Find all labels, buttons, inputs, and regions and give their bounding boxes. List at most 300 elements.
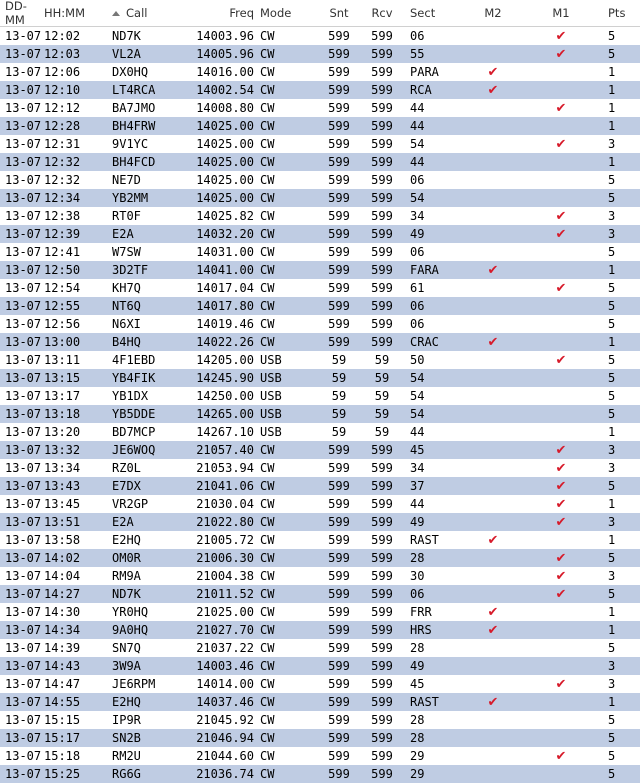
cell-mode: CW <box>260 497 275 511</box>
cell-snt: 599 <box>328 83 350 97</box>
cell-call: RT0F <box>112 209 141 223</box>
column-header-row <box>0 0 640 27</box>
column-header-date[interactable]: DD-MM <box>5 0 27 27</box>
cell-rcv: 59 <box>374 353 390 367</box>
cell-freq: 21041.06 <box>196 479 254 493</box>
cell-time: 12:56 <box>44 317 81 331</box>
cell-snt: 59 <box>331 371 347 385</box>
checkmark-icon: ✔ <box>555 442 567 458</box>
cell-snt: 599 <box>328 749 350 763</box>
cell-mode: CW <box>260 227 275 241</box>
column-header-time[interactable]: HH:MM <box>44 6 86 20</box>
cell-freq: 21046.94 <box>196 731 254 745</box>
cell-rcv: 599 <box>371 533 393 547</box>
table-row[interactable] <box>0 171 640 189</box>
checkmark-icon: ✔ <box>555 208 567 224</box>
cell-mode: CW <box>260 659 275 673</box>
cell-time: 14:02 <box>44 551 81 565</box>
cell-freq: 21022.80 <box>196 515 254 529</box>
table-row[interactable] <box>0 315 640 333</box>
cell-date: 13-07 <box>5 317 42 331</box>
cell-mode: CW <box>260 101 275 115</box>
cell-snt: 599 <box>328 47 350 61</box>
checkmark-icon: ✔ <box>555 352 567 368</box>
cell-pts: 1 <box>608 119 616 133</box>
cell-date: 13-07 <box>5 515 42 529</box>
cell-mode: USB <box>260 389 282 403</box>
cell-call: W7SW <box>112 245 141 259</box>
cell-mode: CW <box>260 731 275 745</box>
cell-snt: 599 <box>328 641 350 655</box>
cell-date: 13-07 <box>5 101 42 115</box>
log-rows <box>0 27 640 783</box>
cell-call: RM2U <box>112 749 141 763</box>
cell-pts: 5 <box>608 389 616 403</box>
cell-date: 13-07 <box>5 497 42 511</box>
cell-mode: CW <box>260 245 275 259</box>
cell-time: 12:50 <box>44 263 81 277</box>
cell-pts: 5 <box>608 353 616 367</box>
table-row[interactable] <box>0 729 640 747</box>
table-row[interactable] <box>0 189 640 207</box>
cell-sect: 06 <box>410 245 425 259</box>
checkmark-icon: ✔ <box>555 586 567 602</box>
table-row[interactable] <box>0 153 640 171</box>
table-row[interactable] <box>0 765 640 783</box>
cell-rcv: 599 <box>371 749 393 763</box>
cell-date: 13-07 <box>5 461 42 475</box>
table-row[interactable] <box>0 495 640 513</box>
cell-m1 <box>518 47 604 62</box>
cell-mode: CW <box>260 209 275 223</box>
cell-snt: 599 <box>328 335 350 349</box>
cell-pts: 1 <box>608 425 616 439</box>
cell-sect: 06 <box>410 317 425 331</box>
cell-freq: 14003.46 <box>196 659 254 673</box>
cell-date: 13-07 <box>5 353 42 367</box>
cell-freq: 21030.04 <box>196 497 254 511</box>
cell-date: 13-07 <box>5 191 42 205</box>
table-row[interactable] <box>0 279 640 297</box>
cell-call: OM0R <box>112 551 141 565</box>
table-row[interactable] <box>0 81 640 99</box>
cell-mode: CW <box>260 155 275 169</box>
table-row[interactable] <box>0 531 640 549</box>
cell-m1 <box>518 209 604 224</box>
cell-time: 13:58 <box>44 533 81 547</box>
column-header-m1[interactable]: M1 <box>552 6 570 20</box>
cell-pts: 3 <box>608 659 616 673</box>
cell-m1 <box>518 587 604 602</box>
cell-call: NT6Q <box>112 299 141 313</box>
table-row[interactable] <box>0 477 640 495</box>
checkmark-icon: ✔ <box>487 64 499 80</box>
cell-rcv: 599 <box>371 173 393 187</box>
cell-snt: 599 <box>328 479 350 493</box>
cell-rcv: 599 <box>371 767 393 781</box>
column-header-snt[interactable]: Snt <box>329 6 349 20</box>
cell-rcv: 599 <box>371 569 393 583</box>
cell-rcv: 599 <box>371 479 393 493</box>
cell-date: 13-07 <box>5 209 42 223</box>
table-row[interactable] <box>0 621 640 639</box>
cell-rcv: 599 <box>371 551 393 565</box>
cell-snt: 599 <box>328 677 350 691</box>
cell-date: 13-07 <box>5 623 42 637</box>
cell-mode: USB <box>260 353 282 367</box>
table-row[interactable] <box>0 99 640 117</box>
cell-sect: 28 <box>410 551 425 565</box>
table-row[interactable] <box>0 639 640 657</box>
cell-m2 <box>468 65 518 80</box>
cell-mode: CW <box>260 173 275 187</box>
table-row[interactable] <box>0 243 640 261</box>
cell-snt: 599 <box>328 119 350 133</box>
table-row[interactable] <box>0 387 640 405</box>
cell-mode: CW <box>260 587 275 601</box>
cell-time: 14:43 <box>44 659 81 673</box>
cell-time: 15:15 <box>44 713 81 727</box>
cell-rcv: 599 <box>371 731 393 745</box>
cell-mode: CW <box>260 515 275 529</box>
cell-freq: 21011.52 <box>196 587 254 601</box>
column-header-call[interactable] <box>106 6 192 20</box>
cell-mode: CW <box>260 479 275 493</box>
checkmark-icon: ✔ <box>487 622 499 638</box>
cell-mode: CW <box>260 695 275 709</box>
cell-mode: CW <box>260 263 275 277</box>
cell-date: 13-07 <box>5 443 42 457</box>
cell-call: 9A0HQ <box>112 623 149 637</box>
cell-snt: 599 <box>328 101 350 115</box>
cell-date: 13-07 <box>5 713 42 727</box>
cell-snt: 599 <box>328 533 350 547</box>
cell-rcv: 599 <box>371 641 393 655</box>
cell-mode: CW <box>260 137 275 151</box>
cell-call: SN7Q <box>112 641 141 655</box>
table-row[interactable] <box>0 45 640 63</box>
checkmark-icon: ✔ <box>555 280 567 296</box>
cell-call: BD7MCP <box>112 425 156 439</box>
cell-freq: 14003.96 <box>196 29 254 43</box>
cell-call: KH7Q <box>112 281 141 295</box>
cell-call: VL2A <box>112 47 141 61</box>
cell-rcv: 599 <box>371 335 393 349</box>
cell-sect: 45 <box>410 443 425 457</box>
table-row[interactable] <box>0 549 640 567</box>
cell-sect: RCA <box>410 83 432 97</box>
cell-sect: 55 <box>410 47 425 61</box>
cell-freq: 14037.46 <box>196 695 254 709</box>
cell-pts: 1 <box>608 605 616 619</box>
cell-mode: CW <box>260 281 275 295</box>
cell-mode: CW <box>260 749 275 763</box>
cell-mode: CW <box>260 47 275 61</box>
cell-date: 13-07 <box>5 569 42 583</box>
table-row[interactable] <box>0 711 640 729</box>
cell-snt: 599 <box>328 569 350 583</box>
cell-mode: CW <box>260 317 275 331</box>
cell-time: 13:00 <box>44 335 81 349</box>
table-row[interactable] <box>0 27 640 45</box>
cell-pts: 1 <box>608 497 616 511</box>
cell-freq: 14025.00 <box>196 173 254 187</box>
cell-m2 <box>468 695 518 710</box>
cell-call: RG6G <box>112 767 141 781</box>
cell-freq: 14041.00 <box>196 263 254 277</box>
cell-pts: 3 <box>608 515 616 529</box>
cell-snt: 599 <box>328 209 350 223</box>
table-row[interactable] <box>0 423 640 441</box>
cell-time: 12:06 <box>44 65 81 79</box>
cell-pts: 1 <box>608 695 616 709</box>
cell-freq: 14025.00 <box>196 119 254 133</box>
table-row[interactable] <box>0 369 640 387</box>
cell-time: 12:02 <box>44 29 81 43</box>
cell-date: 13-07 <box>5 767 42 781</box>
cell-time: 14:34 <box>44 623 81 637</box>
table-row[interactable] <box>0 225 640 243</box>
cell-rcv: 599 <box>371 119 393 133</box>
cell-date: 13-07 <box>5 587 42 601</box>
cell-pts: 1 <box>608 335 616 349</box>
cell-call: E2HQ <box>112 533 141 547</box>
cell-rcv: 599 <box>371 605 393 619</box>
cell-call: B4HQ <box>112 335 141 349</box>
cell-pts: 5 <box>608 749 616 763</box>
cell-snt: 599 <box>328 515 350 529</box>
cell-freq: 21036.74 <box>196 767 254 781</box>
cell-sect: 44 <box>410 497 425 511</box>
table-row[interactable] <box>0 747 640 765</box>
cell-time: 13:51 <box>44 515 81 529</box>
cell-freq: 21005.72 <box>196 533 254 547</box>
cell-freq: 21053.94 <box>196 461 254 475</box>
cell-freq: 14016.00 <box>196 65 254 79</box>
cell-freq: 14267.10 <box>196 425 254 439</box>
cell-time: 13:34 <box>44 461 81 475</box>
cell-freq: 21025.00 <box>196 605 254 619</box>
cell-time: 12:28 <box>44 119 81 133</box>
cell-call: E2HQ <box>112 695 141 709</box>
cell-time: 14:04 <box>44 569 81 583</box>
checkmark-icon: ✔ <box>555 136 567 152</box>
cell-time: 13:45 <box>44 497 81 511</box>
cell-call: NE7D <box>112 173 141 187</box>
cell-freq: 14265.00 <box>196 407 254 421</box>
checkmark-icon: ✔ <box>555 748 567 764</box>
table-row[interactable] <box>0 603 640 621</box>
column-header-freq[interactable]: Freq <box>229 6 254 20</box>
table-row[interactable] <box>0 657 640 675</box>
cell-freq: 14005.96 <box>196 47 254 61</box>
cell-m1 <box>518 749 604 764</box>
cell-m1 <box>518 353 604 368</box>
cell-date: 13-07 <box>5 281 42 295</box>
cell-sect: 49 <box>410 659 425 673</box>
table-row[interactable] <box>0 297 640 315</box>
cell-pts: 3 <box>608 569 616 583</box>
cell-time: 12:31 <box>44 137 81 151</box>
table-row[interactable] <box>0 261 640 279</box>
cell-sect: 54 <box>410 389 425 403</box>
cell-time: 14:55 <box>44 695 81 709</box>
table-row[interactable] <box>0 513 640 531</box>
cell-sect: 28 <box>410 713 425 727</box>
cell-rcv: 599 <box>371 155 393 169</box>
cell-pts: 1 <box>608 623 616 637</box>
checkmark-icon: ✔ <box>555 496 567 512</box>
cell-time: 15:17 <box>44 731 81 745</box>
cell-date: 13-07 <box>5 137 42 151</box>
cell-snt: 599 <box>328 623 350 637</box>
cell-pts: 5 <box>608 713 616 727</box>
column-header-m2[interactable]: M2 <box>484 6 502 20</box>
cell-time: 13:32 <box>44 443 81 457</box>
cell-date: 13-07 <box>5 659 42 673</box>
cell-time: 13:17 <box>44 389 81 403</box>
cell-time: 12:03 <box>44 47 81 61</box>
cell-date: 13-07 <box>5 677 42 691</box>
table-row[interactable] <box>0 135 640 153</box>
cell-sect: RAST <box>410 533 439 547</box>
cell-time: 14:30 <box>44 605 81 619</box>
cell-m1 <box>518 101 604 116</box>
table-row[interactable] <box>0 567 640 585</box>
cell-freq: 14022.26 <box>196 335 254 349</box>
cell-date: 13-07 <box>5 227 42 241</box>
cell-date: 13-07 <box>5 83 42 97</box>
table-row[interactable] <box>0 63 640 81</box>
table-row[interactable] <box>0 693 640 711</box>
table-row[interactable] <box>0 459 640 477</box>
cell-call: VR2GP <box>112 497 149 511</box>
cell-m1 <box>518 677 604 692</box>
cell-freq: 21004.38 <box>196 569 254 583</box>
cell-pts: 3 <box>608 461 616 475</box>
cell-freq: 14250.00 <box>196 389 254 403</box>
cell-call: YR0HQ <box>112 605 149 619</box>
cell-sect: 44 <box>410 119 425 133</box>
cell-freq: 21057.40 <box>196 443 254 457</box>
cell-rcv: 599 <box>371 227 393 241</box>
table-row[interactable] <box>0 207 640 225</box>
cell-rcv: 599 <box>371 263 393 277</box>
cell-m1 <box>518 497 604 512</box>
cell-pts: 5 <box>608 731 616 745</box>
cell-freq: 21045.92 <box>196 713 254 727</box>
cell-call: YB2MM <box>112 191 149 205</box>
cell-freq: 14017.04 <box>196 281 254 295</box>
cell-call: JE6RPM <box>112 677 156 691</box>
cell-m1 <box>518 461 604 476</box>
cell-time: 12:38 <box>44 209 81 223</box>
cell-sect: 06 <box>410 587 425 601</box>
cell-call: YB1DX <box>112 389 149 403</box>
cell-freq: 14017.80 <box>196 299 254 313</box>
cell-pts: 5 <box>608 407 616 421</box>
cell-snt: 599 <box>328 281 350 295</box>
table-row[interactable] <box>0 333 640 351</box>
table-row[interactable] <box>0 351 640 369</box>
column-header-rcv[interactable]: Rcv <box>371 6 393 20</box>
cell-snt: 599 <box>328 245 350 259</box>
cell-date: 13-07 <box>5 605 42 619</box>
checkmark-icon: ✔ <box>487 532 499 548</box>
cell-mode: CW <box>260 461 275 475</box>
cell-call: ND7K <box>112 587 141 601</box>
cell-m2 <box>468 263 518 278</box>
checkmark-icon: ✔ <box>555 226 567 242</box>
cell-sect: 34 <box>410 461 425 475</box>
cell-m1 <box>518 569 604 584</box>
column-header-pts[interactable]: Pts <box>608 6 626 20</box>
column-header-mode[interactable]: Mode <box>260 6 292 20</box>
cell-date: 13-07 <box>5 245 42 259</box>
cell-mode: USB <box>260 371 282 385</box>
cell-mode: CW <box>260 299 275 313</box>
cell-mode: CW <box>260 335 275 349</box>
cell-m1 <box>518 227 604 242</box>
cell-sect: 29 <box>410 767 425 781</box>
cell-pts: 3 <box>608 227 616 241</box>
cell-pts: 5 <box>608 245 616 259</box>
cell-snt: 599 <box>328 137 350 151</box>
table-row[interactable] <box>0 117 640 135</box>
cell-pts: 5 <box>608 29 616 43</box>
table-row[interactable] <box>0 405 640 423</box>
cell-date: 13-07 <box>5 173 42 187</box>
cell-rcv: 599 <box>371 497 393 511</box>
cell-rcv: 599 <box>371 317 393 331</box>
cell-sect: CRAC <box>410 335 439 349</box>
cell-rcv: 599 <box>371 245 393 259</box>
cell-call: N6XI <box>112 317 141 331</box>
cell-pts: 3 <box>608 443 616 457</box>
cell-mode: CW <box>260 713 275 727</box>
cell-sect: 54 <box>410 137 425 151</box>
cell-sect: 44 <box>410 155 425 169</box>
cell-snt: 599 <box>328 605 350 619</box>
cell-freq: 14008.80 <box>196 101 254 115</box>
cell-date: 13-07 <box>5 731 42 745</box>
cell-call: IP9R <box>112 713 141 727</box>
cell-sect: 45 <box>410 677 425 691</box>
checkmark-icon: ✔ <box>555 478 567 494</box>
table-row[interactable] <box>0 675 640 693</box>
checkmark-icon: ✔ <box>487 694 499 710</box>
cell-snt: 599 <box>328 155 350 169</box>
cell-m2 <box>468 623 518 638</box>
cell-sect: RAST <box>410 695 439 709</box>
column-header-sect[interactable]: Sect <box>410 6 436 20</box>
cell-call: E2A <box>112 515 134 529</box>
cell-sect: 49 <box>410 515 425 529</box>
cell-date: 13-07 <box>5 407 42 421</box>
cell-call: YB5DDE <box>112 407 156 421</box>
cell-sect: 44 <box>410 425 425 439</box>
cell-mode: CW <box>260 443 275 457</box>
cell-rcv: 59 <box>374 389 390 403</box>
cell-rcv: 599 <box>371 191 393 205</box>
table-row[interactable] <box>0 441 640 459</box>
cell-rcv: 599 <box>371 623 393 637</box>
cell-pts: 3 <box>608 677 616 691</box>
cell-call: ND7K <box>112 29 141 43</box>
table-row[interactable] <box>0 585 640 603</box>
cell-call: BH4FRW <box>112 119 156 133</box>
cell-rcv: 599 <box>371 281 393 295</box>
